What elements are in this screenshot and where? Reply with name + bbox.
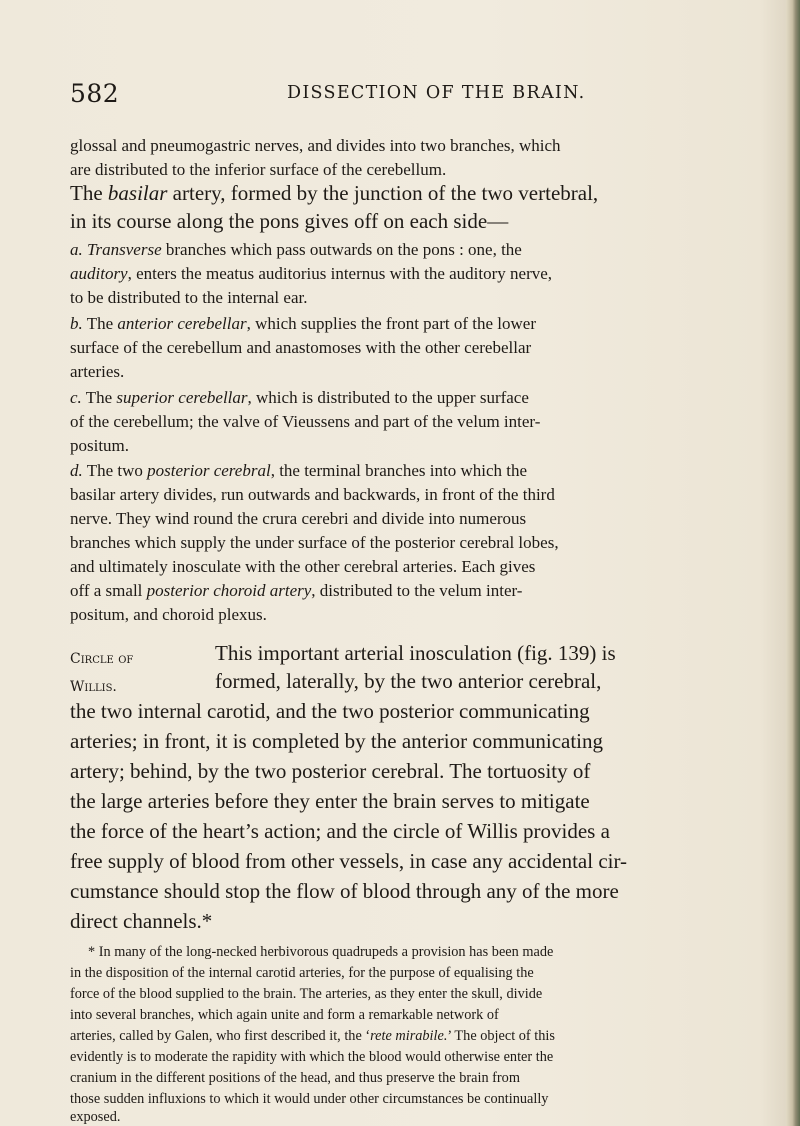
text-line: arteries; in front, it is completed by the anterior communicating xyxy=(70,729,604,753)
page-header xyxy=(70,79,760,109)
text-line: glossal and pneumogastric nerves, and divides into two branches, which xyxy=(70,136,561,155)
text-line: nerve. They wind round the crura cerebri and divide into numerous xyxy=(70,509,527,528)
text-line: auditory, enters the meatus auditorius internus with the auditory nerve, xyxy=(70,264,553,283)
text-line: This important arterial inosculation (fig. 139) is xyxy=(215,641,616,665)
footnote-line: force of the blood supplied to the brain. The arteries, as they enter the skull, divide xyxy=(70,986,543,1002)
text-line: cumstance should stop the flow of blood through any of the more xyxy=(70,879,619,903)
footnote-line: exposed. xyxy=(70,1109,121,1125)
footnote-line: evidently is to moderate the rapidity with which the blood would otherwise enter the xyxy=(70,1049,554,1065)
text-line: of the cerebellum; the valve of Vieussens and part of the velum inter- xyxy=(70,412,541,431)
text-line: free supply of blood from other vessels, in case any accidental cir- xyxy=(70,849,628,873)
footnote-line: those sudden influxions to which it would under other circumstances be continually xyxy=(70,1091,549,1107)
text-line: artery; behind, by the two posterior cerebral. The tortuosity of xyxy=(70,759,591,783)
text-line: formed, laterally, by the two anterior cerebral, xyxy=(215,669,602,693)
running-title: DISSECTION OF THE BRAIN. xyxy=(287,83,586,103)
text-line: the force of the heart’s action; and the circle of Willis provides a xyxy=(70,819,610,843)
text-line: arteries. xyxy=(70,362,125,381)
text-line: in its course along the pons gives off on each side— xyxy=(70,209,509,233)
text-line: c. The superior cerebellar, which is distributed to the upper surface xyxy=(70,388,529,407)
text-line: to be distributed to the internal ear. xyxy=(70,288,308,307)
text-line: branches which supply the under surface of the posterior cerebral lobes, xyxy=(70,533,559,552)
footnote-line: arteries, called by Galen, who first described it, the ‘rete mirabile.’ The object of this xyxy=(70,1028,555,1044)
text-line: are distributed to the inferior surface of the cerebellum. xyxy=(70,160,447,179)
footnote-line: into several branches, which again unite and form a remarkable network of xyxy=(70,1007,499,1023)
footnote-line: in the disposition of the internal carotid arteries, for the purpose of equalising the xyxy=(70,965,534,981)
page-number: 582 xyxy=(70,79,120,108)
text-line: d. The two posterior cerebral, the terminal branches into which the xyxy=(70,461,528,480)
text-line: direct channels.* xyxy=(70,909,213,933)
text-line: and ultimately inosculate with the other cerebral arteries. Each gives xyxy=(70,557,536,576)
text-line: a. Transverse branches which pass outwards on the pons : one, the xyxy=(70,240,522,259)
text-line: off a small posterior choroid artery, distributed to the velum inter- xyxy=(70,581,523,600)
footnote-line: cranium in the different positions of the head, and thus preserve the brain from xyxy=(70,1070,520,1086)
text-line: positum. xyxy=(70,436,130,455)
page-edge xyxy=(786,0,800,1126)
text-line: basilar artery divides, run outwards and backwards, in front of the third xyxy=(70,485,555,504)
sidenote-line: Circle of xyxy=(70,651,134,667)
text-line: the two internal carotid, and the two posterior communicating xyxy=(70,699,590,723)
footnote-line: * In many of the long-necked herbivorous quadrupeds a provision has been made xyxy=(88,944,554,960)
text-line: The basilar artery, formed by the junction of the two vertebral, xyxy=(70,181,599,205)
text-line: the large arteries before they enter the brain serves to mitigate xyxy=(70,789,590,813)
text-line: positum, and choroid plexus. xyxy=(70,605,267,624)
text-line: surface of the cerebellum and anastomoses with the other cerebellar xyxy=(70,338,532,357)
text-line: b. The anterior cerebellar, which supplies the front part of the lower xyxy=(70,314,536,333)
sidenote-line: Willis. xyxy=(70,679,117,695)
